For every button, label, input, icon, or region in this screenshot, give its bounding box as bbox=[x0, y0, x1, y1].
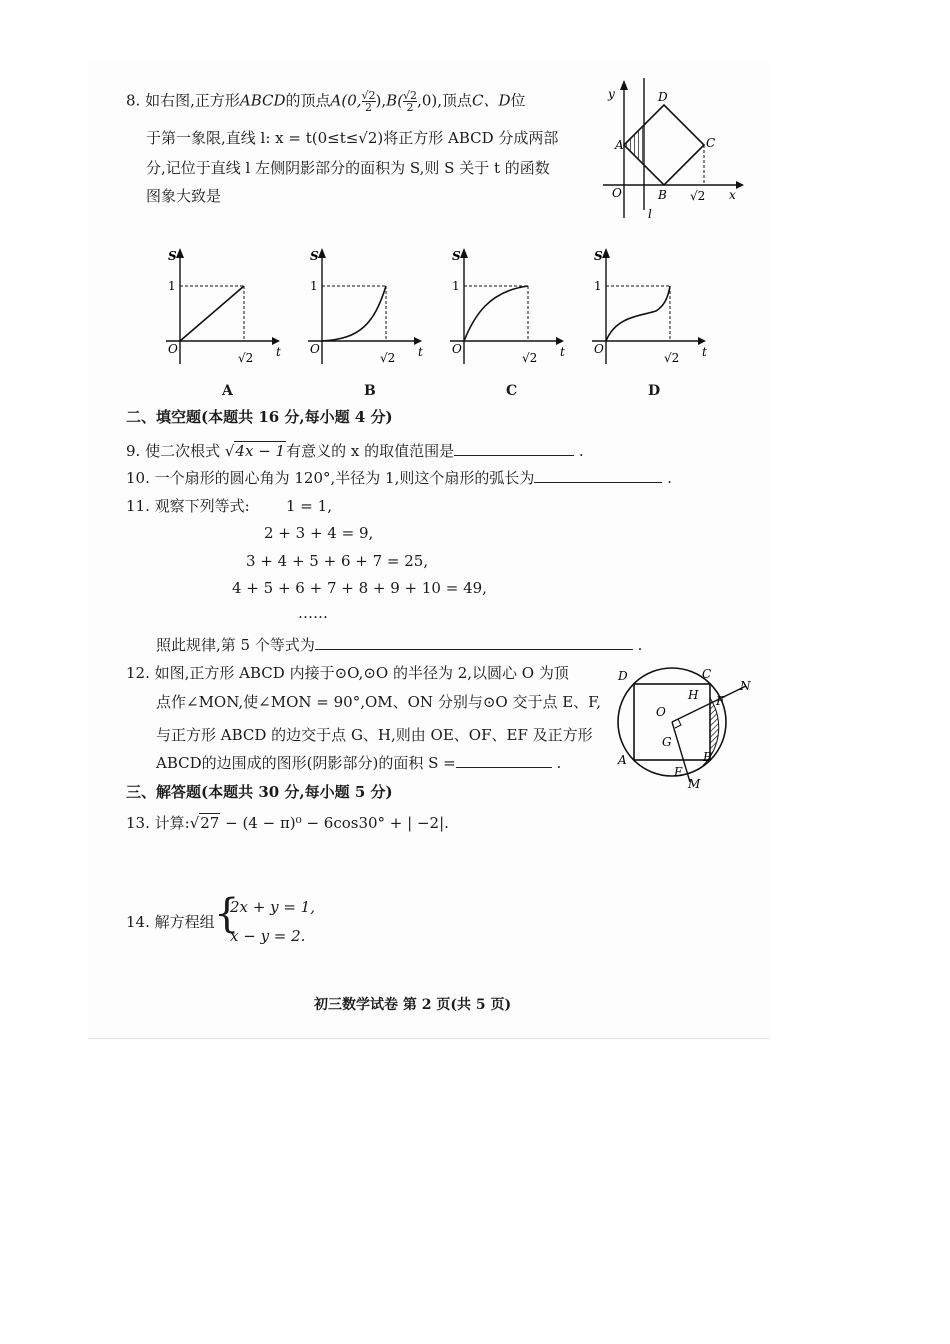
label-t: t bbox=[276, 345, 281, 359]
x-axis-arrow bbox=[736, 181, 744, 189]
label-m: M bbox=[688, 777, 701, 791]
option-label-b[interactable]: B bbox=[364, 383, 376, 399]
label-g: G bbox=[662, 735, 672, 749]
s-axis-arrow bbox=[318, 248, 326, 258]
label-o: O bbox=[594, 342, 604, 356]
t-axis-arrow bbox=[556, 337, 564, 345]
q8-line2: 于第一象限,直线 l: x = t(0≤t≤√2)将正方形 ABCD 分成两部 bbox=[146, 129, 559, 147]
label-s: S bbox=[452, 249, 461, 263]
label-s: S bbox=[594, 249, 603, 263]
label-sqrt2: √2 bbox=[380, 351, 396, 365]
label-c: C bbox=[706, 136, 716, 150]
label-n: N bbox=[740, 679, 751, 693]
q12-circle-figure bbox=[606, 660, 762, 794]
label-o: O bbox=[656, 705, 666, 719]
q8-square-figure bbox=[598, 78, 748, 223]
q12-answer-blank[interactable] bbox=[456, 753, 552, 768]
label-o: O bbox=[452, 342, 462, 356]
t-axis-arrow bbox=[414, 337, 422, 345]
label-d: D bbox=[658, 90, 668, 104]
q11-eq2: 2 + 3 + 4 = 9, bbox=[264, 524, 374, 542]
q14-brace: { bbox=[214, 891, 240, 937]
label-sqrt2: √2 bbox=[522, 351, 538, 365]
q12-line1: 12. 如图,正方形 ABCD 内接于⊙O,⊙O 的半径为 2,以圆心 O 为顶 bbox=[126, 664, 569, 682]
label-s: S bbox=[310, 249, 319, 263]
q11-eq3: 3 + 4 + 5 + 6 + 7 = 25, bbox=[246, 552, 429, 570]
function-curve bbox=[464, 286, 528, 341]
label-sqrt2: √2 bbox=[664, 351, 680, 365]
s-axis-arrow bbox=[460, 248, 468, 258]
label-one: 1 bbox=[452, 279, 460, 293]
label-b: B bbox=[703, 750, 712, 764]
ray-on bbox=[672, 686, 746, 722]
label-o: O bbox=[310, 342, 320, 356]
option-graph-d bbox=[586, 246, 716, 376]
q8-line4: 图象大致是 bbox=[146, 187, 222, 205]
q12-line4: ABCD的边围成的图形(阴影部分)的面积 S = . bbox=[156, 754, 562, 772]
label-s: S bbox=[168, 249, 177, 263]
y-axis-arrow bbox=[620, 80, 628, 90]
label-sqrt2: √2 bbox=[690, 189, 706, 203]
label-x: x bbox=[729, 188, 736, 202]
label-one: 1 bbox=[594, 279, 602, 293]
label-sqrt2: √2 bbox=[238, 351, 254, 365]
q14-label: 14. 解方程组 bbox=[126, 913, 215, 931]
shaded-region bbox=[624, 125, 644, 165]
section2-heading: 二、填空题(本题共 16 分,每小题 4 分) bbox=[126, 408, 393, 426]
label-y: y bbox=[608, 87, 615, 101]
s-axis-arrow bbox=[602, 248, 610, 258]
q14-eq2: x − y = 2. bbox=[230, 927, 306, 945]
option-graph-a bbox=[160, 246, 290, 376]
label-o: O bbox=[612, 186, 622, 200]
section3-heading: 三、解答题(本题共 30 分,每小题 5 分) bbox=[126, 783, 393, 801]
label-c: C bbox=[702, 667, 712, 681]
label-d: D bbox=[618, 669, 628, 683]
label-b: B bbox=[658, 188, 667, 202]
label-t: t bbox=[418, 345, 423, 359]
page-footer: 初三数学试卷 第 2 页(共 5 页) bbox=[314, 997, 512, 1013]
option-label-a[interactable]: A bbox=[222, 383, 233, 399]
label-a: A bbox=[618, 753, 627, 767]
label-a: A bbox=[615, 138, 624, 152]
label-e: E bbox=[674, 765, 683, 779]
q11-eq4: 4 + 5 + 6 + 7 + 8 + 9 + 10 = 49, bbox=[232, 579, 487, 597]
q14-eq1: 2x + y = 1, bbox=[230, 898, 315, 916]
option-graph-b bbox=[302, 246, 432, 376]
q11-head: 11. 观察下列等式: bbox=[126, 497, 250, 515]
s-axis-arrow bbox=[176, 248, 184, 258]
label-h: H bbox=[688, 688, 699, 702]
label-t: t bbox=[560, 345, 565, 359]
q9-answer-blank[interactable] bbox=[454, 441, 574, 456]
function-curve bbox=[606, 286, 670, 341]
q8-line3: 分,记位于直线 l 左侧阴影部分的面积为 S,则 S 关于 t 的函数 bbox=[146, 159, 550, 177]
q11-tail: 照此规律,第 5 个等式为 . bbox=[156, 636, 643, 654]
q12-line2: 点作∠MON,使∠MON = 90°,OM、ON 分别与⊙O 交于点 E、F, bbox=[156, 693, 602, 711]
q10-answer-blank[interactable] bbox=[534, 468, 662, 483]
q11-dots: …… bbox=[298, 604, 328, 622]
label-t: t bbox=[702, 345, 707, 359]
q11-eq1: 1 = 1, bbox=[286, 497, 332, 515]
label-one: 1 bbox=[168, 279, 176, 293]
label-f: F bbox=[716, 694, 725, 708]
function-curve bbox=[322, 286, 386, 341]
option-label-d[interactable]: D bbox=[648, 383, 661, 399]
label-one: 1 bbox=[310, 279, 318, 293]
q13: 13. 计算:√27 − (4 − π)⁰ − 6cos30° + | −2|. bbox=[126, 814, 449, 832]
t-axis-arrow bbox=[698, 337, 706, 345]
option-label-c[interactable]: C bbox=[506, 383, 518, 399]
option-graph-c bbox=[444, 246, 574, 376]
q9: 9. 使二次根式 √4x − 1有意义的 x 的取值范围是 . bbox=[126, 442, 584, 460]
q12-line3: 与正方形 ABCD 的边交于点 G、H,则由 OE、OF、EF 及正方形 bbox=[156, 726, 593, 744]
q10: 10. 一个扇形的圆心角为 120°,半径为 1,则这个扇形的弧长为 . bbox=[126, 469, 672, 487]
q11-answer-blank[interactable] bbox=[315, 635, 633, 650]
function-curve bbox=[180, 286, 244, 341]
t-axis-arrow bbox=[272, 337, 280, 345]
q8-line1: 8. 如右图,正方形ABCD的顶点A(0, $\frac{√2}{2}$ ),B( $\frac{√2}{2}$ ,0),顶点C、D位 bbox=[126, 89, 526, 114]
label-o: O bbox=[168, 342, 178, 356]
label-l: l bbox=[648, 207, 652, 221]
